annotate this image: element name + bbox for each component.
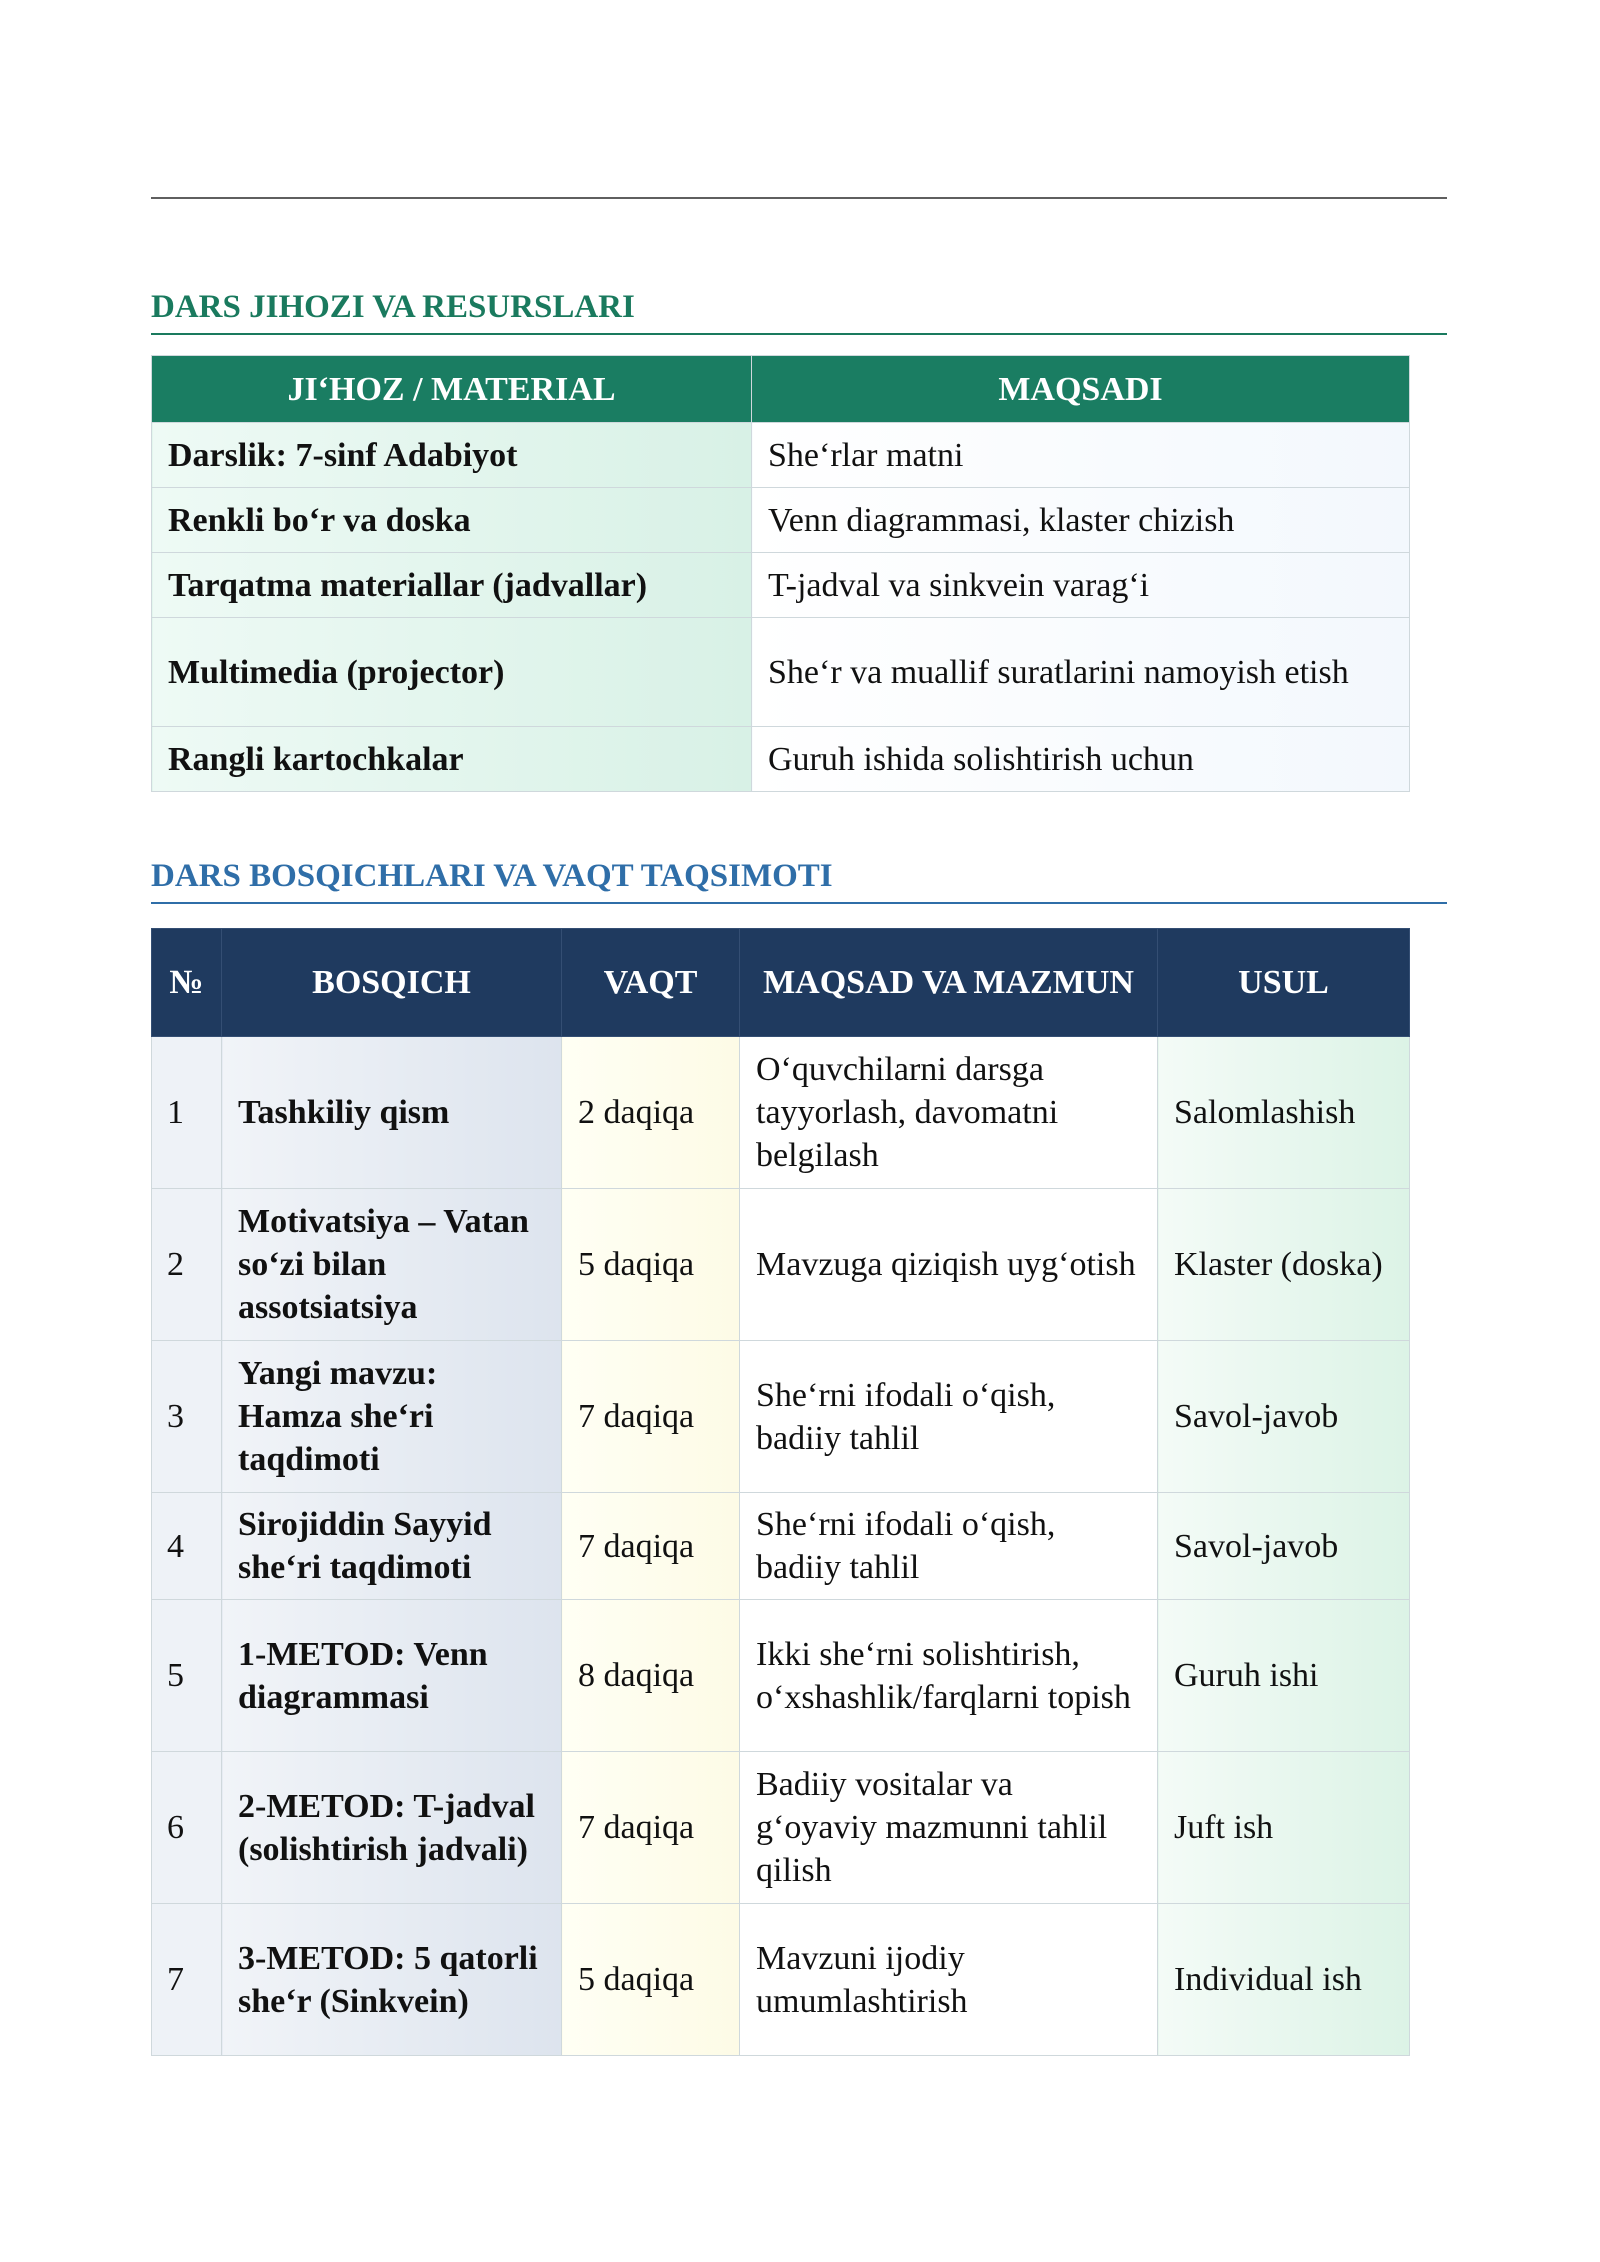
stage-goal: Ikki she‘rni solishtirish, o‘xshashlik/farqlarni topish xyxy=(740,1600,1158,1752)
stage-name: 2-METOD: T-jadval (solishtirish jadvali) xyxy=(222,1752,562,1904)
stage-name: 1-METOD: Venn diagrammasi xyxy=(222,1600,562,1752)
stage-method: Klaster (doska) xyxy=(1158,1189,1410,1341)
stage-time: 2 daqiqa xyxy=(562,1037,740,1189)
table-row xyxy=(152,1493,1410,1600)
table-row xyxy=(152,553,1410,618)
stage-method: Juft ish xyxy=(1158,1752,1410,1904)
stage-time: 5 daqiqa xyxy=(562,1189,740,1341)
stage-goal: She‘rni ifodali o‘qish, badiiy tahlil xyxy=(740,1341,1158,1493)
stage-goal: Mavzuga qiziqish uyg‘otish xyxy=(740,1189,1158,1341)
stages-table xyxy=(151,928,1410,2056)
stage-name: Tashkiliy qism xyxy=(222,1037,562,1189)
stage-method: Individual ish xyxy=(1158,1904,1410,2056)
column-header-purpose: MAQSADI xyxy=(752,356,1410,423)
table-row xyxy=(152,618,1410,727)
resources-heading: DARS JIHOZI VA RESURSLARI xyxy=(151,287,1447,335)
column-header-number: № xyxy=(152,929,222,1037)
stage-number: 2 xyxy=(152,1189,222,1341)
column-header-method: USUL xyxy=(1158,929,1410,1037)
column-header-material: JI‘HOZ / MATERIAL xyxy=(152,356,752,423)
stage-name: Motivatsiya – Vatan so‘zi bilan assotsiatsiya xyxy=(222,1189,562,1341)
column-header-time: VAQT xyxy=(562,929,740,1037)
stage-number: 7 xyxy=(152,1904,222,2056)
resources-table xyxy=(151,355,1410,792)
material-cell: Rangli kartochkalar xyxy=(152,727,752,792)
material-cell: Darslik: 7-sinf Adabiyot xyxy=(152,423,752,488)
top-divider xyxy=(151,197,1447,199)
table-row xyxy=(152,488,1410,553)
stage-method: Savol-javob xyxy=(1158,1341,1410,1493)
stage-time: 5 daqiqa xyxy=(562,1904,740,2056)
table-row xyxy=(152,1600,1410,1752)
column-header-goal: MAQSAD VA MAZMUN xyxy=(740,929,1158,1037)
purpose-cell: Venn diagrammasi, klaster chizish xyxy=(752,488,1410,553)
table-row xyxy=(152,727,1410,792)
stages-heading: DARS BOSQICHLARI VA VAQT TAQSIMOTI xyxy=(151,856,1447,904)
stage-time: 7 daqiqa xyxy=(562,1493,740,1600)
stage-goal: O‘quvchilarni darsga tayyorlash, davomatni belgilash xyxy=(740,1037,1158,1189)
table-row xyxy=(152,1904,1410,2056)
stage-method: Savol-javob xyxy=(1158,1493,1410,1600)
table-row xyxy=(152,1752,1410,1904)
resources-header-row xyxy=(152,356,1410,423)
purpose-cell: T-jadval va sinkvein varag‘i xyxy=(752,553,1410,618)
stage-time: 7 daqiqa xyxy=(562,1341,740,1493)
table-row xyxy=(152,1341,1410,1493)
material-cell: Multimedia (projector) xyxy=(152,618,752,727)
stage-goal: Mavzuni ijodiy umumlashtirish xyxy=(740,1904,1158,2056)
stage-time: 7 daqiqa xyxy=(562,1752,740,1904)
stage-number: 3 xyxy=(152,1341,222,1493)
stage-number: 5 xyxy=(152,1600,222,1752)
stage-name: Yangi mavzu: Hamza she‘ri taqdimoti xyxy=(222,1341,562,1493)
stages-header-row xyxy=(152,929,1410,1037)
purpose-cell: Guruh ishida solishtirish uchun xyxy=(752,727,1410,792)
stage-name: Sirojiddin Sayyid she‘ri taqdimoti xyxy=(222,1493,562,1600)
material-cell: Renkli bo‘r va doska xyxy=(152,488,752,553)
stage-method: Guruh ishi xyxy=(1158,1600,1410,1752)
material-cell: Tarqatma materiallar (jadvallar) xyxy=(152,553,752,618)
column-header-stage: BOSQICH xyxy=(222,929,562,1037)
stage-name: 3-METOD: 5 qatorli she‘r (Sinkvein) xyxy=(222,1904,562,2056)
stage-number: 1 xyxy=(152,1037,222,1189)
purpose-cell: She‘rlar matni xyxy=(752,423,1410,488)
stage-goal: Badiiy vositalar va g‘oyaviy mazmunni tahlil qilish xyxy=(740,1752,1158,1904)
table-row xyxy=(152,1189,1410,1341)
stage-method: Salomlashish xyxy=(1158,1037,1410,1189)
table-row xyxy=(152,423,1410,488)
table-row xyxy=(152,1037,1410,1189)
stage-time: 8 daqiqa xyxy=(562,1600,740,1752)
purpose-cell: She‘r va muallif suratlarini namoyish etish xyxy=(752,618,1410,727)
stage-goal: She‘rni ifodali o‘qish, badiiy tahlil xyxy=(740,1493,1158,1600)
stage-number: 6 xyxy=(152,1752,222,1904)
stage-number: 4 xyxy=(152,1493,222,1600)
